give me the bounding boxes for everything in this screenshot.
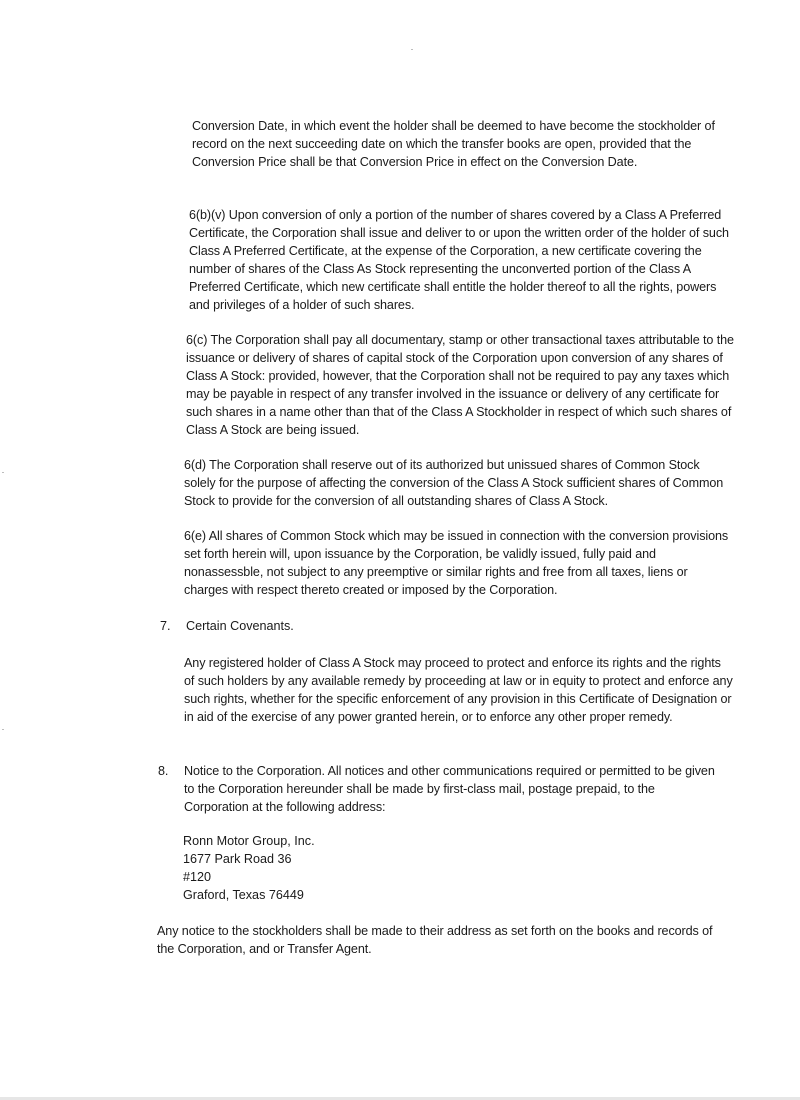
address-line-company: Ronn Motor Group, Inc. bbox=[183, 834, 315, 848]
paragraph-6bv: 6(b)(v) Upon conversion of only a portion of the number of shares covered by a Class A Preferred Certificate, the Corporation shall issue and deliver to or upon the written order of the holder of such Class A Preferred Certificate, at the expense of the Corporation, a new certificate covering the number of shares of the Class As Stock representing the unconverted portion of the Class A Preferred Certificate, which new certificate shall entitle the holder thereof to all the rights, powers and privileges of a holder of such shares. bbox=[189, 208, 729, 312]
section-7-number: 7. bbox=[160, 619, 171, 633]
section-7-title: Certain Covenants. bbox=[186, 619, 294, 633]
paragraph-6e: 6(e) All shares of Common Stock which may be issued in connection with the conversion provisions set forth herein will, upon issuance by the Corporation, be validly issued, fully paid and nonassessble, not subject to any preemptive or similar rights and free from all taxes, liens or charges with respect thereto created or imposed by the Corporation. bbox=[184, 529, 729, 597]
paragraph-conversion-date: Conversion Date, in which event the holder shall be deemed to have become the stockholder of record on the next succeeding date on which the transfer books are open, provided that the Conversion Price shall be that Conversion Price in effect on the Conversion Date. bbox=[192, 119, 715, 169]
section-8-body: Notice to the Corporation. All notices and other communications required or permitted to be given to the Corporation hereunder shall be made by first-class mail, postage prepaid, to the Corporation at the following address: bbox=[184, 764, 715, 814]
scan-speck bbox=[2, 472, 4, 473]
closing-paragraph: Any notice to the stockholders shall be made to their address as set forth on the books and records of the Corporation, and or Transfer Agent. bbox=[157, 924, 713, 956]
scan-speck bbox=[2, 729, 4, 730]
section-8 bbox=[158, 762, 718, 816]
corporation-address bbox=[183, 832, 315, 904]
address-line-street: 1677 Park Road 36 bbox=[183, 852, 292, 866]
section-7-heading bbox=[160, 617, 294, 635]
section-7-body: Any registered holder of Class A Stock may proceed to protect and enforce its rights and the rights of such holders by any available remedy by proceeding at law or in equity to protect and enforce any such rights, whether for the specific enforcement of any provision in this Certificate of Designation or in aid of the exercise of any power granted herein, or to enforce any other proper remedy. bbox=[184, 656, 733, 724]
address-line-suite: #120 bbox=[183, 870, 212, 884]
scan-speck bbox=[411, 49, 413, 50]
paragraph-6c: 6(c) The Corporation shall pay all documentary, stamp or other transactional taxes attributable to the issuance or delivery of shares of capital stock of the Corporation upon conversion of any shares of Class A Stock: provided, however, that the Corporation shall not be required to pay any taxes which may be payable in respect of any transfer involved in the issuance or delivery of any certificate for such shares in a name other than that of the Class A Stockholder in respect of which such shares of Class A Stock are being issued. bbox=[186, 333, 734, 437]
section-8-number: 8. bbox=[158, 764, 169, 778]
paragraph-6d: 6(d) The Corporation shall reserve out of its authorized but unissued shares of Common Stock solely for the purpose of affecting the conversion of the Class A Stock sufficient shares of Common Stock to provide for the conversion of all outstanding shares of Class A Stock. bbox=[184, 458, 724, 508]
address-line-city: Graford, Texas 76449 bbox=[183, 888, 304, 902]
